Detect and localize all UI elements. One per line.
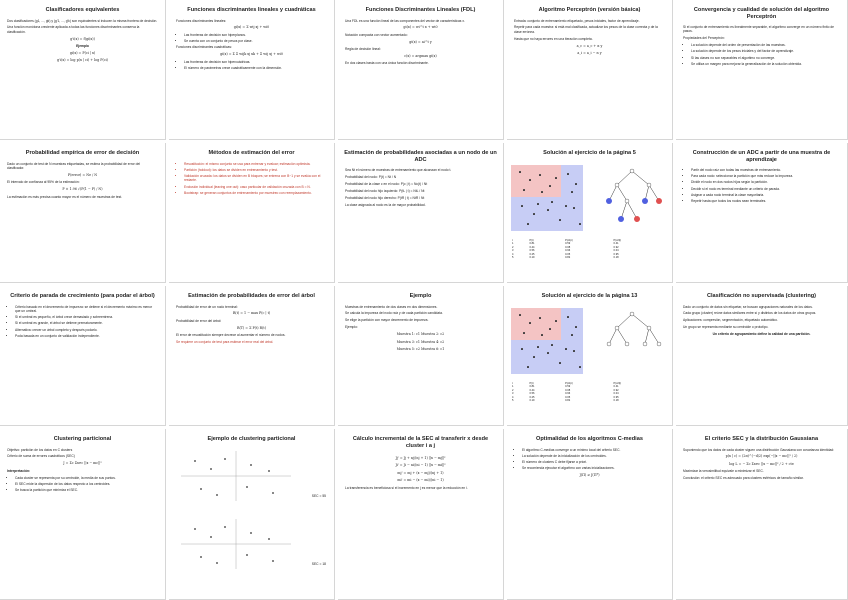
table-cell: 0.18 (613, 399, 619, 403)
list-item: • Se cuenta con un conjunto de pesos por clase. (184, 39, 327, 43)
slide-2 (169, 0, 335, 140)
slide-text: Probabilidad de error del árbol: (176, 318, 222, 323)
list-item: • Validación cruzada: los datos se dividen en B bloques; se entrena con B−1 y se evalúa con el restante. (184, 174, 327, 183)
scatter-plot (511, 165, 583, 231)
slide-17 (169, 429, 335, 600)
slide-text: Propiedades del Perceptrón: (683, 36, 725, 41)
equation: c(x) = argmax gi(x) (404, 54, 437, 59)
list-item: • Las fronteras de decisión son hipercuádricas. (184, 60, 327, 64)
table-cell: 0.59 (565, 242, 571, 246)
data-point (573, 350, 575, 352)
data-point (559, 219, 561, 221)
list-item: • Criterio basado en el decremento de impureza: se detiene si el decremento máximo es menor que un umbral. (15, 305, 158, 314)
slide-title (513, 143, 666, 157)
equation: log L = − Σc Σx∈c ||x − mc||² / 2 + cte (729, 461, 794, 466)
table-cell: 0.96 (565, 249, 571, 253)
list-item: • Para cada nodo: seleccionar la partición que más reduce la impureza. (691, 174, 840, 178)
slide-title: Convergencia y cualidad de solución del algoritmo Perceptrón (693, 7, 830, 20)
equation: a_c = a_c + α y (576, 43, 603, 48)
bullet-list (176, 60, 327, 71)
data-point (533, 213, 535, 215)
slide-12 (169, 286, 335, 426)
data-point (567, 316, 569, 318)
table-cell: 3 (512, 392, 514, 396)
list-item: • Si el umbral es pequeño, el árbol crece demasiado y sobreentrena. (15, 315, 158, 319)
data-point (521, 348, 523, 350)
slide-text: Probabilidad del nodo: P(t) ≈ Nt / N (345, 174, 397, 179)
data-point (547, 352, 549, 354)
slide-title: Algoritmo Perceptrón (versión básica) (538, 7, 641, 13)
cluster-plot-2 (181, 519, 291, 569)
equation: p(x | c) = (2π)^(−d/2) exp(−||x − mc||² / 2) (725, 454, 798, 459)
slide-13 (338, 286, 504, 426)
slide-title: Funciones discriminantes lineales y cuadráticas (187, 7, 316, 13)
slide-subtitle: Interpretación: (7, 468, 31, 473)
slide-text: Hasta que no haya errores en una iteración completa. (514, 36, 593, 41)
probability-table (511, 239, 661, 259)
list-item: • Se recomienda ejecutar el algoritmo con varias inicializaciones. (522, 466, 665, 470)
slide-text: Ejemplo: (345, 325, 358, 330)
slide-text: Entrada: conjunto de entrenamiento etiquetado, pesos iniciales, factor de aprendizaje. (514, 18, 640, 23)
region-red (511, 308, 561, 340)
bullet-list (176, 33, 327, 44)
table-cell: 0.56 (529, 392, 535, 396)
equation: gi(x) = Σ Σ wijk xj xk + Σ wij xj + wi0 (220, 52, 283, 57)
column-header: P(c2|t) (613, 239, 622, 242)
data-point (551, 201, 553, 203)
slide-text: La estimación es más precisa cuanto mayor es el número de muestras de test. (7, 194, 123, 199)
list-item: • El SEC mide la dispersión de los datos respecto a los centroides. (15, 482, 158, 486)
data-point (541, 334, 543, 336)
table-cell: 0.59 (565, 385, 571, 389)
slide-16 (0, 429, 166, 600)
data-point (529, 322, 531, 324)
table-cell: 0.96 (565, 392, 571, 396)
table-row (511, 256, 661, 259)
slide-text: El error de resustitución siempre decrece al aumentar el número de nodos. (176, 333, 286, 338)
column-header: P(c1|t) (565, 239, 573, 242)
table-cell: 0.82 (565, 399, 571, 403)
slide-title: Criterio de parada de crecimiento (para podar el árbol) (10, 293, 155, 299)
list-item: • Decidir si el nodo es terminal mediante un criterio de parada. (691, 187, 840, 191)
table-cell: 0.82 (565, 256, 571, 260)
list-item: • Dividir el nodo en dos nodos hijos según la partición. (691, 180, 840, 184)
data-point (533, 356, 535, 358)
equation: R(t) = 1 − max P(c | t) (232, 311, 271, 316)
table-cell: 4 (512, 395, 514, 399)
region-blue (511, 197, 583, 231)
column-header: P(c1|t) (565, 382, 573, 385)
slide-subtitle: Un criterio de agrupamiento define la calidad de una partición. (712, 332, 811, 337)
slide-text: Funciones discriminantes lineales: (176, 18, 227, 23)
data-point (519, 171, 521, 173)
data-point (565, 348, 567, 350)
table-cell: 0.08 (565, 245, 571, 249)
table-cell: 0.81 (529, 242, 535, 246)
equation: gi(x) = P(ci | x) (69, 51, 96, 56)
equation: mj' = mj + (x − mj)/(nj + 1) (397, 470, 444, 475)
bullet-list (683, 43, 840, 66)
slide-text: Objetivo: partición de los datos en C clusters (7, 447, 73, 452)
list-item: • La solución depende del orden de presentación de las muestras. (691, 43, 840, 47)
slide-18 (338, 429, 504, 600)
slide-11 (0, 286, 166, 426)
table-row (511, 399, 661, 402)
slide-title (513, 286, 666, 300)
slide-20 (676, 429, 848, 600)
list-item: • Las fronteras de decisión son hiperplanos. (184, 33, 327, 37)
slide-title: Optimalidad de los algoritmos C-medias (536, 436, 643, 442)
table-cell: 0.44 (529, 388, 535, 392)
table-cell: 3 (512, 249, 514, 253)
slide-text: Suponiendo que los datos de cada cluster siguen una distribución Gaussiana con covarianza identidad: (683, 447, 835, 452)
table-cell: 0.92 (613, 388, 619, 392)
slide-text: Maximizar la verosimilitud equivale a minimizar el SEC. (683, 469, 764, 474)
equation: Muestra 5: c2 Muestra 6: c1 (396, 346, 445, 351)
data-point (527, 223, 529, 225)
slide-text: Una FDL es una función lineal de las componentes del vector de características x. (345, 18, 465, 23)
bullet-list (683, 168, 840, 203)
table-cell: 0.95 (613, 395, 619, 399)
equation: P ± 1.96 √(P(1 − P) / N) (62, 187, 103, 192)
equation: gi(x) = ai^t y (409, 39, 432, 44)
data-point (565, 205, 567, 207)
slide-title: Cálculo incremental de la SEC al transferir x desde cluster i a j (352, 436, 489, 449)
slide-title: Métodos de estimación del error (208, 150, 295, 156)
slide-text: Criterio de suma de errores cuadráticos (SEC) (7, 454, 75, 459)
equation: mi' = mi − (x − mi)/(ni − 1) (397, 478, 444, 483)
slide-text: Se calcula la impureza del nodo raíz y de cada partición candidata. (345, 311, 443, 316)
list-item: • Resustitución: el mismo conjunto se usa para entrenar y evaluar; estimación optimista. (184, 162, 327, 166)
slide-4 (507, 0, 673, 140)
column-header: P(c2|t) (613, 382, 622, 385)
table-cell: 0.19 (529, 399, 535, 403)
data-point (559, 362, 561, 364)
slide-text: Se elige la partición con mayor decremento de impureza. (345, 318, 429, 323)
data-point (519, 314, 521, 316)
slide-text: Una función monótona creciente aplicada a todas las funciones discriminantes conserva la clasificación. (7, 25, 140, 34)
slide-3 (338, 0, 504, 140)
slide-text: En dos clases basta con una única función discriminante. (345, 61, 429, 66)
bullet-list (7, 305, 158, 339)
bullet-list (7, 476, 158, 493)
slide-6 (0, 143, 166, 283)
data-point (527, 366, 529, 368)
slide-text: Conclusión: el criterio SEC es adecuado para clusters esféricos de tamaño similar. (683, 476, 804, 481)
probability-table (511, 382, 661, 402)
equation: gi(x) = Σ wij xj + wi0 (233, 25, 270, 30)
sse-label: SEC = 55 (311, 494, 326, 498)
equation: J(Π) ≥ J(Π*) (579, 472, 600, 477)
slide-text: La transferencia es beneficiosa si el incremento en j es menor que la reducción en i. (345, 485, 468, 490)
decision-tree-diagram (599, 167, 665, 231)
slide-title: Ejemplo de clustering particional (207, 436, 296, 442)
list-item: • Cada cluster se representa por su centroide, la media de sus puntos. (15, 476, 158, 480)
equation: Muestra 3: c1 Muestra 4: c2 (396, 339, 445, 344)
slide-title: Estimación de probabilidades asociadas a un nodo de un ADC (344, 150, 497, 163)
table-cell: 0.92 (613, 245, 619, 249)
table-cell: 0.41 (613, 385, 619, 389)
equation: g'i(x) = log p(x | ci) + log P(ci) (57, 58, 108, 63)
slide-text: Notación compacta con vector aumentado: (345, 32, 408, 37)
table-cell: 0.04 (613, 249, 619, 253)
table-cell: 0.05 (565, 252, 571, 256)
slide-text: Si el conjunto de entrenamiento es linealmente separable, el algoritmo converge en un número finito de pasos. (683, 25, 835, 34)
list-item: • La solución depende de los pesos iniciales y del factor de aprendizaje. (691, 49, 840, 53)
slide-subtitle: Ejemplo (76, 44, 89, 49)
data-point (575, 326, 577, 328)
region-red (511, 165, 561, 197)
list-item: • Repetir hasta que todos los nodos sean terminales. (691, 199, 840, 203)
column-header: P(t) (529, 382, 534, 385)
list-item: • El número de parámetros crece cuadráticamente con la dimensión. (184, 66, 327, 70)
list-item: • La solución depende de la inicialización de los centroides. (522, 454, 665, 458)
table-cell: 0.25 (529, 395, 535, 399)
equation: J = Σc Σx∈c ||x − mc||² (63, 461, 102, 466)
table-cell: 0.04 (613, 392, 619, 396)
bullet-list (514, 448, 665, 471)
slide-title: Ejemplo (409, 293, 432, 299)
table-cell: 0.08 (565, 388, 571, 392)
equation: g'i(x) = f(gi(x)) (70, 36, 95, 41)
slide-text: Probabilidad del nodo hijo derecho: P(tR | t) ≈ NtR / Nt (345, 195, 425, 200)
table-cell: 2 (512, 388, 514, 392)
slide-15 (676, 286, 848, 426)
table-cell: 4 (512, 252, 514, 256)
data-point (529, 179, 531, 181)
slide-text: Probabilidad de la clase c en el nodo: P(c | t) ≈ Nc(t) / Nt (345, 181, 428, 186)
list-item: • Se busca la partición que minimiza el SEC. (15, 488, 158, 492)
slide-text: Dos clasificadores (g1, ..., gk) y (g'1, ..., g'k) son equivalentes si inducen la misma frontera de decisión. (7, 18, 158, 23)
data-point (539, 174, 541, 176)
slide-text: Dado un conjunto de datos sin etiquetar, se buscan agrupaciones naturales de los datos. (683, 304, 813, 309)
table-cell: 0.44 (529, 245, 535, 249)
slide-text: Cada grupo (cluster) reúne datos similares entre sí y distintos de los datos de otros grupos. (683, 311, 817, 316)
table-cell: 0.41 (613, 242, 619, 246)
data-point (579, 366, 581, 368)
equation: Muestra 1: c1 Muestra 2: c2 (396, 332, 445, 337)
data-point (541, 191, 543, 193)
table-cell: 0.81 (529, 385, 535, 389)
data-point (549, 328, 551, 330)
data-point (571, 334, 573, 336)
slide-title: Clustering particional (53, 436, 112, 442)
data-point (571, 191, 573, 193)
slide-text: Regla de decisión lineal: (345, 47, 381, 52)
slide-title: Clasificación no supervisada (clustering) (706, 293, 817, 299)
slide-9 (507, 143, 673, 283)
table-cell: 0.05 (565, 395, 571, 399)
slide-title-text: Solución al ejercicio de la página 13 (541, 293, 638, 299)
list-item: • Bootstrap: se generan conjuntos de entrenamiento por muestreo con reemplazamiento. (184, 191, 327, 195)
list-item: • Alternativa: crecer un árbol completo y después podarlo. (15, 328, 158, 332)
table-cell: 0.25 (529, 252, 535, 256)
data-point (567, 173, 569, 175)
slide-text: Un grupo se representa mediante su centroide o prototipo. (683, 325, 769, 330)
list-item: • Se utiliza un margen para mejorar la generalización de la solución obtenida. (691, 62, 840, 66)
data-point (575, 183, 577, 185)
slide-7 (169, 143, 335, 283)
slide-text: Repetir para cada muestra: si está mal clasificada, actualizar los pesos de la clase correcta y de la clase errónea. (514, 25, 658, 34)
table-cell: 1 (512, 385, 514, 389)
list-item: • Asignar a cada nodo terminal la clase mayoritaria. (691, 193, 840, 197)
list-item: • Poda basada en un conjunto de validación independiente. (15, 334, 158, 338)
list-item: • Si el umbral es grande, el árbol se detiene prematuramente. (15, 321, 158, 325)
list-item: • Partir del nodo raíz con todas las muestras de entrenamiento. (691, 168, 840, 172)
table-cell: 1 (512, 242, 514, 246)
scatter-plot (511, 308, 583, 374)
slide-text: Probabilidad de error de un nodo terminal: (176, 304, 238, 309)
slide-title: Estimación de probabilidades de error del árbol (188, 293, 315, 299)
slide-14 (507, 286, 673, 426)
decision-tree-diagram (599, 310, 665, 374)
table-cell: 0.19 (529, 256, 535, 260)
list-item: • Si las clases no son separables el algoritmo no converge. (691, 56, 840, 60)
region-blue (511, 340, 583, 374)
table-cell: 5 (512, 256, 514, 260)
slide-title: Clasificadores equivalentes (45, 7, 120, 13)
slide-text: Se requiere un conjunto de test para estimar el error real del árbol. (176, 340, 274, 345)
table-cell: 0.18 (613, 256, 619, 260)
slide-1 (0, 0, 166, 140)
slide-5 (676, 0, 848, 140)
slide-text: Muestras de entrenamiento de dos clases en dos dimensiones. (345, 304, 438, 309)
slide-title-text: Solución al ejercicio de la página 5 (543, 150, 636, 156)
slide-title: Funciones Discriminantes Lineales (FDL) (365, 7, 476, 13)
data-point (555, 177, 557, 179)
list-item: • El algoritmo C-medias converge a un mínimo local del criterio SEC. (522, 448, 665, 452)
slide-10 (676, 143, 848, 283)
slide-title: Construcción de un ADC a partir de una muestra de aprendizaje (692, 150, 831, 163)
slide-title: Probabilidad empírica de error de decisión (25, 150, 140, 156)
equation: R(T) = Σ P(t) R(t) (236, 325, 267, 330)
data-point (555, 320, 557, 322)
slide-text: El intervalo de confianza al 95% de la estimación: (7, 180, 80, 185)
table-cell: 0.95 (613, 252, 619, 256)
sse-label: SEC = 18 (311, 562, 326, 566)
slide-19 (507, 429, 673, 600)
slide-8 (338, 143, 504, 283)
equation: P(error) ≈ Ne / N (67, 172, 98, 177)
column-header: t (512, 382, 513, 385)
data-point (579, 223, 581, 225)
data-point (551, 344, 553, 346)
data-point (539, 317, 541, 319)
data-point (547, 209, 549, 211)
cluster-plot-1 (181, 451, 291, 501)
list-item: • Partición (holdout): los datos se dividen en entrenamiento y test. (184, 168, 327, 172)
equation: a_i = a_i − α y (577, 51, 602, 56)
data-point (521, 205, 523, 207)
data-point (573, 207, 575, 209)
column-header: t (512, 239, 513, 242)
data-point (523, 189, 525, 191)
column-header: P(t) (529, 239, 534, 242)
table-cell: 5 (512, 399, 514, 403)
slide-text: La clase asignada al nodo es la de mayor probabilidad. (345, 202, 426, 207)
equation: Jj' = Jj + nj/(nj + 1) ||x − mj||² (395, 456, 446, 460)
table-cell: 0.56 (529, 249, 535, 253)
list-item: • El número de clusters C debe fijarse a priori. (522, 460, 665, 464)
slide-text: Probabilidad del nodo hijo izquierdo: P(tL | t) ≈ NtL / Nt (345, 188, 425, 193)
data-point (537, 346, 539, 348)
data-point (523, 332, 525, 334)
equation: gi(x) = wi^t x + wi0 (403, 25, 438, 30)
data-point (549, 185, 551, 187)
table-cell: 2 (512, 245, 514, 249)
slide-text: Aplicaciones: compresión, segmentación, etiquetado automático. (683, 318, 778, 323)
slide-title: El criterio SEC y la distribución Gaussiana (704, 436, 819, 442)
slide-text: Dado un conjunto de test de N muestras etiquetadas, se estima la probabilidad de error del clasificador. (7, 161, 141, 170)
list-item: • Exclusión individual (leaving one out): caso particular de validación cruzada con B = N. (184, 185, 327, 189)
slide-text: Sea Nt el número de muestras de entrenamiento que alcanzan el nodo t. (345, 168, 452, 172)
slide-text: Funciones discriminantes cuadráticas: (176, 45, 232, 50)
equation: Ji' = Ji − ni/(ni − 1) ||x − mi||² (395, 463, 446, 468)
bullet-list (176, 162, 327, 196)
data-point (537, 203, 539, 205)
